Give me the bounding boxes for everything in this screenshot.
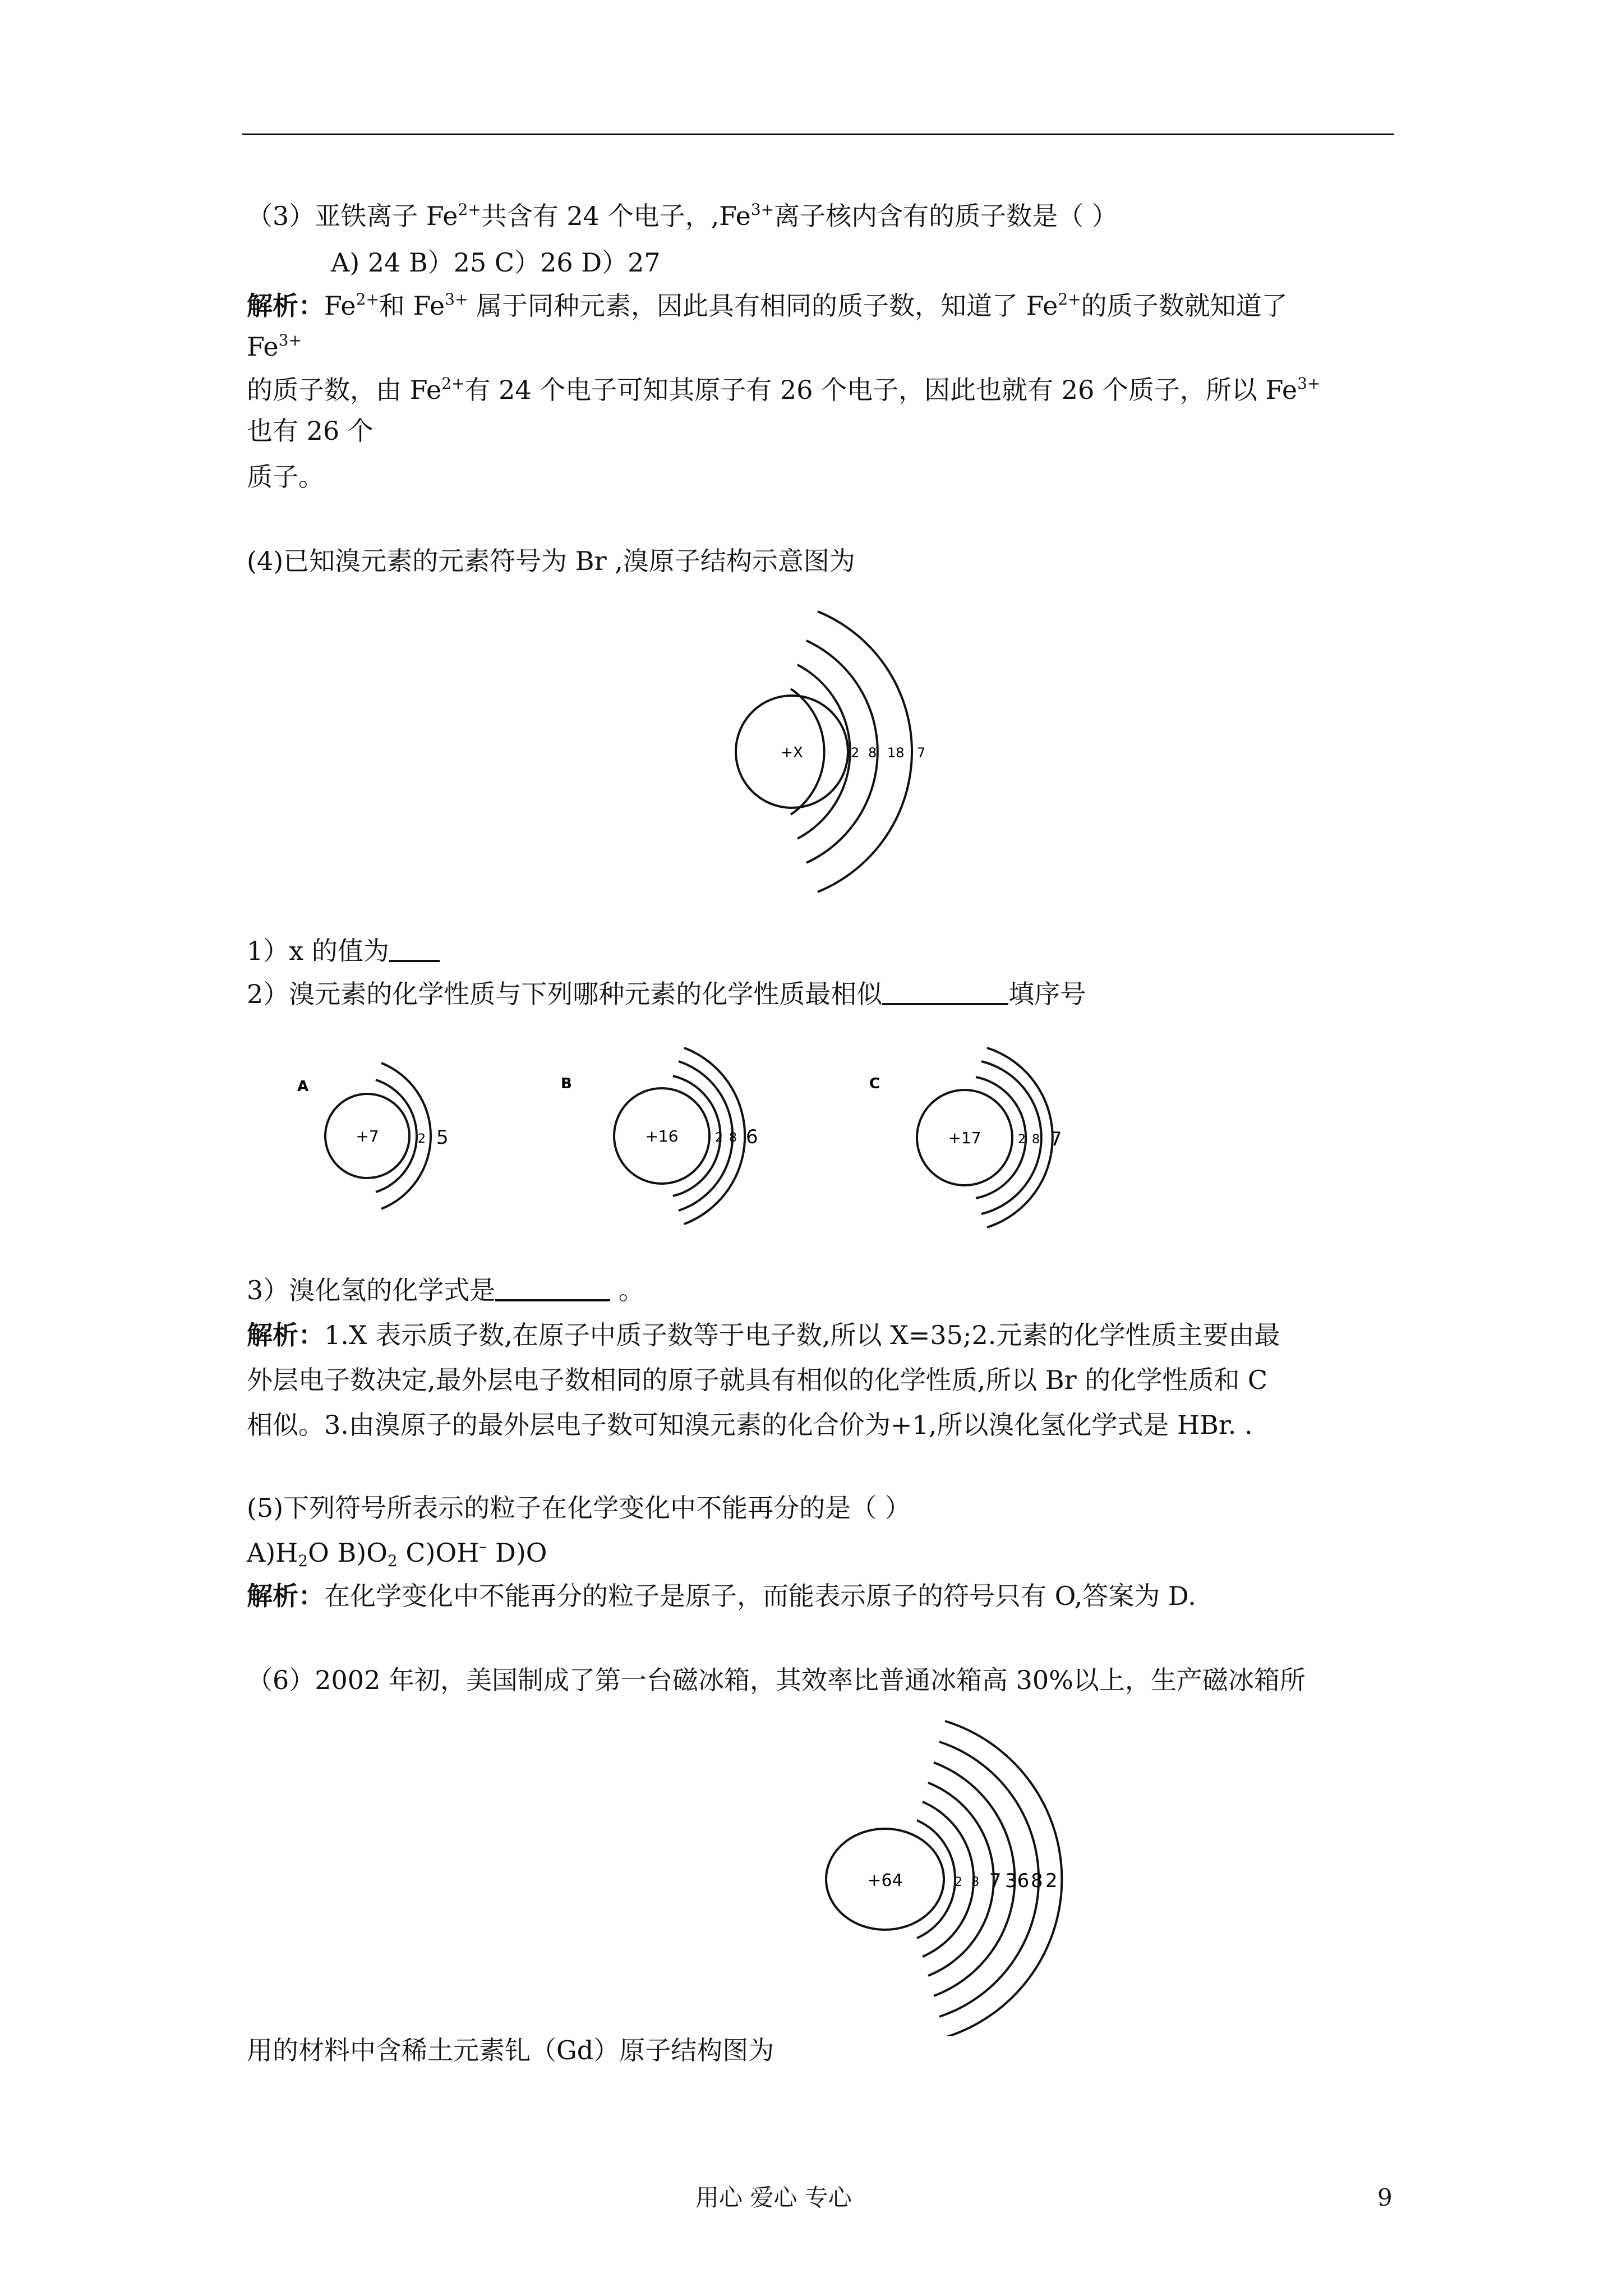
shell-count-3: 7	[1050, 1128, 1062, 1151]
q3-options: A) 24 B）25 C）26 D）27	[331, 247, 661, 278]
q3-analysis-line-3: 的质子数，由 $Fe^{2+}$有 24 个电子可知其原子有 26 个电子，因此也就有 26 个质子，所以 $Fe^{3+}$	[247, 374, 1321, 405]
nucleus-label: +16	[645, 1127, 679, 1145]
q4-sub1: 1）x 的值为	[247, 934, 440, 968]
shell-count-2: 5	[436, 1126, 449, 1149]
shell-count-6: 2	[1045, 1870, 1058, 1892]
answer-blank	[389, 935, 440, 962]
gadolinium-atom-diagram	[808, 1717, 1099, 2036]
option-letter: A	[297, 1078, 309, 1095]
q5-options: $A)H_2O$ $B)O_2$ C)OH– D)O	[247, 1537, 547, 1570]
q4-analysis-line-3: 相似。3.由溴原子的最外层电子数可知溴元素的化合价为+1,所以溴化氢化学式是 HBr. .	[247, 1410, 1253, 1440]
footer-motto: 用心 爱心 专心	[695, 2184, 852, 2211]
shell-arc-2	[923, 1802, 974, 1957]
answer-blank	[495, 1274, 610, 1301]
option-letter: C	[869, 1075, 880, 1092]
option-b-diagram	[561, 1038, 808, 1228]
option-c-diagram	[869, 1038, 1116, 1228]
q4-analysis-line-2: 外层电子数决定,最外层电子数相同的原子就具有相似的化学性质,所以 Br 的化学性质和 C	[247, 1365, 1268, 1395]
q6-line-2: 用的材料中含稀土元素钆（Gd）原子结构图为	[247, 2035, 774, 2065]
option-letter: B	[561, 1075, 572, 1092]
q3-question: （3）亚铁离子 $Fe^{2+}$共含有 24 个电子，$,Fe^{3+}$离子核内含有的质子数是（ ）	[247, 200, 1118, 231]
nucleus-label: +X	[781, 744, 803, 761]
answer-blank	[882, 978, 1008, 1005]
shell-count-2: 8	[971, 1875, 979, 1889]
shell-count-1: 2	[851, 745, 860, 761]
shell-arc-6	[945, 1721, 1062, 2036]
shell-arc-2	[679, 1061, 732, 1211]
q5-title: (5)下列符号所表示的粒子在化学变化中不能再分的是（ ）	[247, 1493, 911, 1523]
shell-arc-1	[917, 1820, 955, 1938]
shell-arc-1	[673, 1076, 720, 1196]
q5-analysis: 解析：在化学变化中不能再分的粒子是原子，而能表示原子的符号只有 O,答案为 D.	[247, 1581, 1196, 1611]
shell-count-1: 2	[715, 1131, 723, 1145]
header-rule	[242, 134, 1394, 135]
page-number: 9	[1377, 2184, 1393, 2211]
shell-count-3: 6	[746, 1126, 758, 1148]
bromine-atom-diagram	[718, 589, 987, 903]
shell-count-1: 2	[418, 1132, 426, 1146]
shell-count-2: 8	[1032, 1133, 1040, 1147]
nucleus-label: +7	[356, 1127, 379, 1145]
shell-count-1: 2	[1018, 1133, 1026, 1147]
shell-arc-3	[806, 641, 878, 863]
q4-sub2: 2）溴元素的化学性质与下列哪种元素的化学性质最相似 填序号	[247, 979, 1086, 1009]
nucleus-label: +17	[948, 1129, 981, 1147]
q4-analysis-line-1: 解析：1.X 表示质子数,在原子中质子数等于电子数,所以 X=35;2.元素的化学性质主要由最	[247, 1320, 1280, 1350]
q3-analysis-line-5: 质子。	[247, 462, 324, 492]
shell-count-1: 2	[955, 1875, 962, 1889]
shell-count-4: 36	[1005, 1870, 1030, 1892]
shell-count-3: 18	[887, 745, 905, 761]
shell-count-5: 8	[1031, 1870, 1043, 1892]
nucleus-label: +64	[867, 1871, 903, 1890]
q6-line-1: （6）2002 年初，美国制成了第一台磁冰箱，其效率比普通冰箱高 30%以上，生产磁冰箱所	[247, 1665, 1306, 1695]
q3-analysis-line-4: 也有 26 个	[247, 416, 374, 446]
q4-sub3: 3）溴化氢的化学式是 。	[247, 1275, 644, 1305]
option-a-diagram	[292, 1041, 527, 1231]
q3-analysis-line-1: 解析：$Fe^{2+}$和 $Fe^{3+}$ 属于同种元素，因此具有相同的质子数，知道了 $Fe^{2+}$的质子数就知道了	[247, 290, 1288, 321]
shell-count-2: 8	[729, 1131, 737, 1145]
shell-count-2: 8	[868, 745, 877, 761]
shell-count-3: 7	[989, 1870, 1002, 1892]
shell-count-4: 7	[917, 745, 926, 761]
q3-analysis-line-2: $Fe^{3+}$	[247, 331, 302, 362]
q4-title: (4)已知溴元素的元素符号为 Br ,溴原子结构示意图为	[247, 546, 855, 576]
